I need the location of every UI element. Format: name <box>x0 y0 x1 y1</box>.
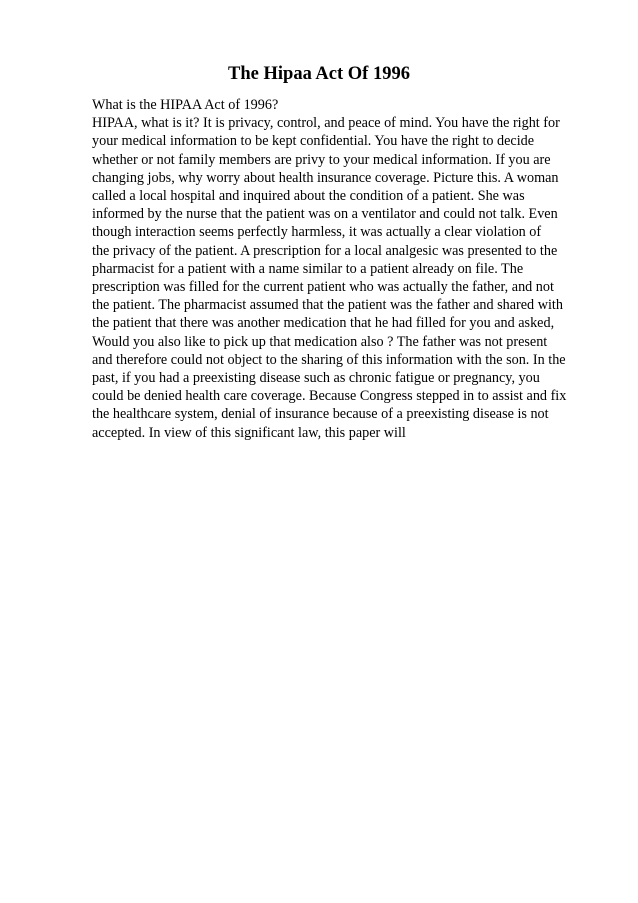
body-line: Would you also like to pick up that medication also ? The father was not present <box>92 333 548 350</box>
body-line: HIPAA, what is it? It is privacy, control, and peace of mind. You have the right for <box>92 115 560 132</box>
body-line: the privacy of the patient. A prescription for a local analgesic was presented to the <box>92 242 558 259</box>
body-line: called a local hospital and inquired about the condition of a patient. She was <box>92 188 525 205</box>
body-line: pharmacist for a patient with a name similar to a patient already on file. The <box>92 260 524 277</box>
body-line: your medical information to be kept confidential. You have the right to decide <box>92 133 535 150</box>
body-line: prescription was filled for the current patient who was actually the father, and not <box>92 279 554 296</box>
body-line: What is the HIPAA Act of 1996? <box>92 97 279 113</box>
body-line: the patient. The pharmacist assumed that the patient was the father and shared with <box>92 297 563 314</box>
body-line: past, if you had a preexisting disease such as chronic fatigue or pregnancy, you <box>92 370 540 387</box>
body-line: the healthcare system, denial of insurance because of a preexisting disease is not <box>92 406 549 423</box>
body-line: the patient that there was another medication that he had filled for you and asked, <box>92 315 555 332</box>
body-line: changing jobs, why worry about health insurance coverage. Picture this. A woman <box>92 169 559 186</box>
body-line: informed by the nurse that the patient was on a ventilator and could not talk. Even <box>92 206 558 223</box>
body-line: accepted. In view of this significant law, this paper will <box>92 424 406 441</box>
document-body <box>92 96 592 442</box>
body-line: whether or not family members are privy to your medical information. If you are <box>92 151 551 168</box>
body-line: could be denied health care coverage. Because Congress stepped in to assist and fix <box>92 388 567 405</box>
document-title: The Hipaa Act Of 1996 <box>228 64 410 84</box>
body-line: and therefore could not object to the sharing of this information with the son. In the <box>92 351 566 368</box>
body-line: though interaction seems perfectly harmless, it was actually a clear violation of <box>92 224 542 241</box>
